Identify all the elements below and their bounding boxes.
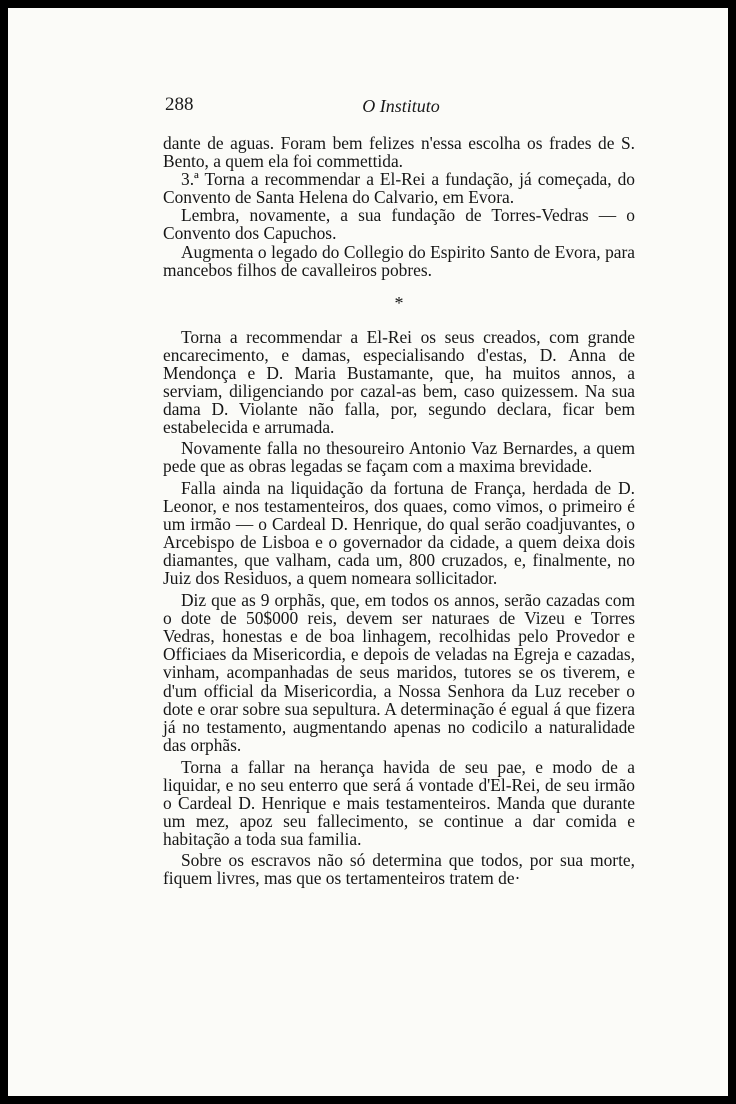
- paragraph: Torna a fallar na herança havida de seu pae, e modo de a liquidar, e no seu enterro que será á vontade d'El-Rei, de seu irmão o Cardeal D. Henrique e mais testamenteiros. Manda que durante um mez, apoz seu fallecimento, se continue a dar comida e habitação a toda sua familia.: [163, 756, 635, 850]
- paragraph: dante de aguas. Foram bem felizes n'essa escolha os frades de S. Bento, a quem ela foi commettida.: [163, 133, 635, 172]
- paragraph: Torna a recommendar a El-Rei os seus creados, com grande encarecimento, e damas, especialisando d'estas, D. Anna de Mendonça e D. Maria Bustamante, que, ha muitos annos, a serviam, diligenciando por cazal-as bem, caso quizessem. Na sua dama D. Violante não falla, por, segundo declara, ficar bem estabelecida e arrumada.: [163, 326, 635, 438]
- body-text: [163, 134, 635, 888]
- paragraph: Falla ainda na liquidação da fortuna de França, herdada de D. Leonor, e nos testamenteiros, dos quaes, como vimos, o primeiro é um irmão — o Cardeal D. Henrique, do qual serão coadjuvantes, o Arcebispo de Lisboa e o governador da cidade, a quem deixa dois diamantes, que valham, cada um, 800 cruzados, e, finalmente, no Juiz dos Residuos, a quem nomeara sollicitador.: [163, 477, 635, 588]
- paragraph: Augmenta o legado do Collegio do Espirito Santo de Evora, para mancebos filhos de cavalleiros pobres.: [163, 241, 635, 280]
- paragraph: Sobre os escravos não só determina que todos, por sua morte, fiquem livres, mas que os tertamenteiros tratem de·: [163, 850, 635, 889]
- page-number: 288: [165, 94, 194, 115]
- paragraph: Lembra, novamente, a sua fundação de Torres-Vedras — o Convento dos Capuchos.: [163, 205, 635, 244]
- paragraph: Novamente falla no thesoureiro Antonio Vaz Bernardes, a quem pede que as obras legadas se façam com a maxima brevidade.: [163, 438, 635, 477]
- paragraph: Diz que as 9 orphãs, que, em todos os annos, serão cazadas com o dote de 50$000 reis, devem ser naturaes de Vizeu e Torres Vedras, honestas e de boa linhagem, recolhidas pelo Provedor e Officiaes da Misericordia, e depois de veladas na Egreja e cazadas, vinham, acompanhadas de seus maridos, tutores se os tiverem, e d'um official da Misericordia, a Nossa Senhora da Luz receber o dote e orar sobre sua sepultura. A determinação é egual á que fizera já no testamento, augmentando apenas no codicilo a naturalidade das orphãs.: [163, 590, 635, 755]
- document-page: [8, 8, 728, 1096]
- page-header: [165, 94, 637, 120]
- running-title: O Instituto: [362, 96, 440, 116]
- paragraph: 3.ª Torna a recommendar a El-Rei a fundação, já começada, do Convento de Santa Helena do Calvario, em Evora.: [163, 169, 635, 208]
- section-divider-asterisk: *: [394, 292, 404, 313]
